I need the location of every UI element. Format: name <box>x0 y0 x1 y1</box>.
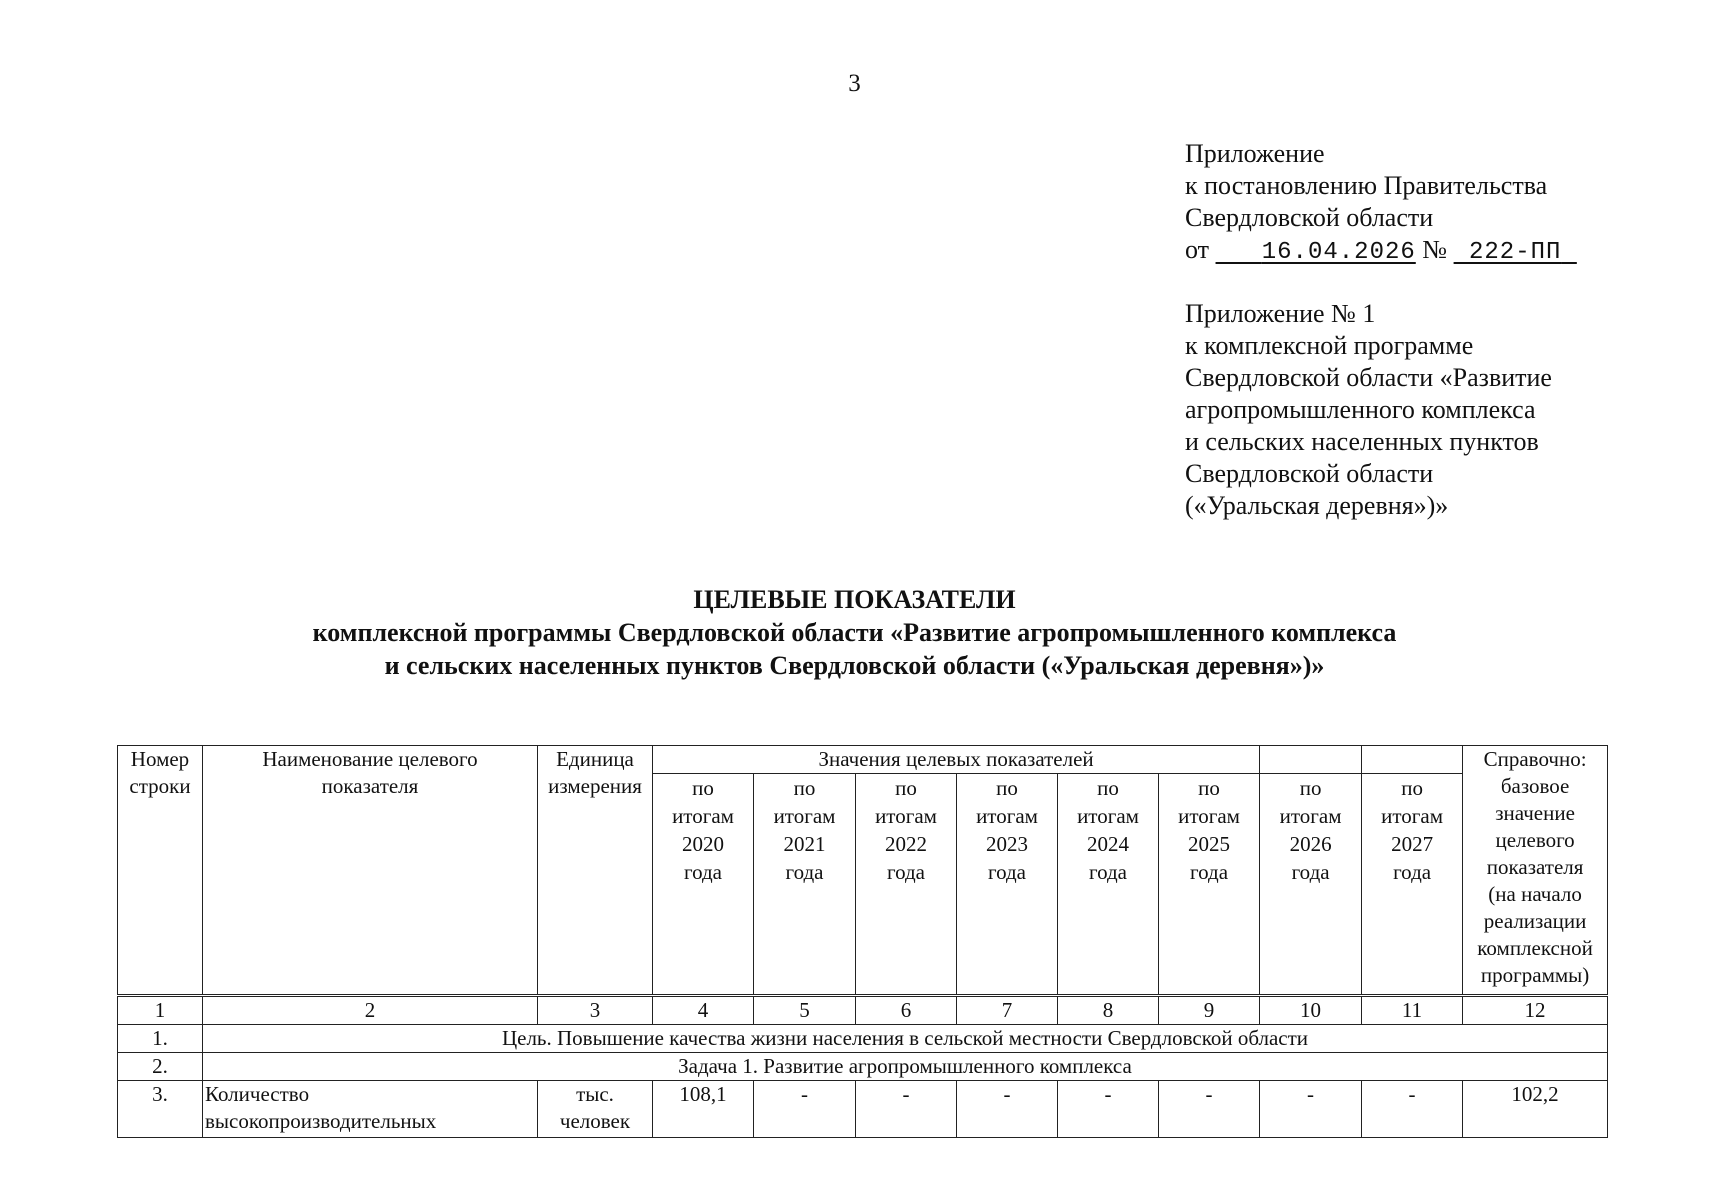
document-number <box>1454 239 1577 266</box>
header-text: Единица <box>556 747 634 771</box>
header-row-number <box>118 746 203 995</box>
header-unit <box>538 746 653 995</box>
header-year-2020: по итогам 2020 года <box>653 774 754 995</box>
goal-text: Цель. Повышение качества жизни населения в сельской местности Свердловской области <box>203 1025 1608 1053</box>
unit-line: тыс. <box>576 1082 614 1106</box>
column-number: 6 <box>856 997 957 1025</box>
header-values-group: Значения целевых показателей <box>653 746 1260 774</box>
value-2025: - <box>1159 1081 1260 1138</box>
row-number: 3. <box>118 1081 203 1138</box>
header-text: целевого <box>1495 828 1575 852</box>
value-2023: - <box>957 1081 1058 1138</box>
header-empty-cell <box>1260 746 1362 774</box>
annex-1-line: («Уральская деревня»)» <box>1185 491 1449 520</box>
annex-header-line: к постановлению Правительства <box>1185 171 1548 200</box>
indicators-table-header <box>117 745 1608 995</box>
column-number: 11 <box>1362 997 1463 1025</box>
row-number: 2. <box>118 1053 203 1081</box>
value-2020: 108,1 <box>653 1081 754 1138</box>
document-number-value: 222-ПП <box>1469 239 1562 266</box>
value-2026: - <box>1260 1081 1362 1138</box>
header-text: значение <box>1495 801 1575 825</box>
column-number: 1 <box>118 997 203 1025</box>
date-prefix: от <box>1185 235 1210 264</box>
header-year-2021: по итогам 2021 года <box>754 774 856 995</box>
title-line: комплексной программы Свердловской области «Развитие агропромышленного комплекса <box>312 618 1397 647</box>
annex-1-line: к комплексной программе <box>1185 331 1474 360</box>
unit-line: человек <box>559 1109 631 1133</box>
header-year-2024: по итогам 2024 года <box>1058 774 1159 995</box>
value-2024: - <box>1058 1081 1159 1138</box>
header-text: программы) <box>1480 963 1590 987</box>
header-text: реализации <box>1483 909 1587 933</box>
column-number: 4 <box>653 997 754 1025</box>
number-sign: № <box>1422 235 1448 264</box>
header-year-2023: по итогам 2023 года <box>957 774 1058 995</box>
header-text: Номер <box>130 747 190 771</box>
value-2027: - <box>1362 1081 1463 1138</box>
header-text: показателя <box>321 774 419 798</box>
document-date <box>1216 239 1416 266</box>
column-number: 2 <box>203 997 538 1025</box>
annex-1-line: Свердловской области <box>1185 459 1434 488</box>
title-line: ЦЕЛЕВЫЕ ПОКАЗАТЕЛИ <box>693 585 1016 614</box>
task-text: Задача 1. Развитие агропромышленного комплекса <box>203 1053 1608 1081</box>
table-row <box>118 1025 1608 1053</box>
table-row <box>118 1081 1608 1138</box>
column-number: 9 <box>1159 997 1260 1025</box>
header-indicator-name <box>203 746 538 995</box>
indicator-name <box>203 1081 538 1138</box>
column-number: 3 <box>538 997 653 1025</box>
annex-1-line: агропромышленного комплекса <box>1185 395 1536 424</box>
header-text: показателя <box>1486 855 1584 879</box>
header-year-2022: по итогам 2022 года <box>856 774 957 995</box>
column-numbers-row <box>118 997 1608 1025</box>
indicator-unit <box>538 1081 653 1138</box>
column-number: 8 <box>1058 997 1159 1025</box>
header-year-2027: по итогам 2027 года <box>1362 774 1463 995</box>
annex-header-line: Приложение <box>1185 139 1325 168</box>
table-row <box>118 1053 1608 1081</box>
header-text: измерения <box>548 774 642 798</box>
indicator-name-line: Количество <box>205 1082 310 1106</box>
header-text: строки <box>129 774 191 798</box>
column-number: 5 <box>754 997 856 1025</box>
column-number: 10 <box>1260 997 1362 1025</box>
header-text: базовое <box>1500 774 1570 798</box>
annex-header-line: Свердловской области <box>1185 203 1434 232</box>
annex-date-line <box>1185 234 1577 269</box>
header-year-2025: по итогам 2025 года <box>1159 774 1260 995</box>
value-2021: - <box>754 1081 856 1138</box>
page-number: 3 <box>848 70 861 97</box>
indicator-name-line: высокопроизводительных <box>205 1109 437 1133</box>
annex-1-line: Свердловской области «Развитие <box>1185 363 1552 392</box>
header-text: комплексной <box>1477 936 1593 960</box>
annex-1-line: и сельских населенных пунктов <box>1185 427 1539 456</box>
column-number: 12 <box>1463 997 1608 1025</box>
title-line: и сельских населенных пунктов Свердловской области («Уральская деревня»)» <box>384 651 1325 680</box>
annex-1-line: Приложение № 1 <box>1185 299 1376 328</box>
value-2022: - <box>856 1081 957 1138</box>
header-year-2026: по итогам 2026 года <box>1260 774 1362 995</box>
header-text: (на начало <box>1488 882 1582 906</box>
header-empty-cell <box>1362 746 1463 774</box>
document-date-value: 16.04.2026 <box>1261 239 1416 266</box>
row-number: 1. <box>118 1025 203 1053</box>
header-reference <box>1463 746 1608 995</box>
annex-header <box>1185 138 1577 269</box>
header-text: Наименование целевого <box>262 747 478 771</box>
reference-value: 102,2 <box>1463 1081 1608 1138</box>
header-text: Справочно: <box>1483 747 1587 771</box>
column-number: 7 <box>957 997 1058 1025</box>
document-title <box>0 583 1709 682</box>
annex-1-header <box>1185 298 1552 522</box>
indicators-table-body <box>117 996 1608 1138</box>
